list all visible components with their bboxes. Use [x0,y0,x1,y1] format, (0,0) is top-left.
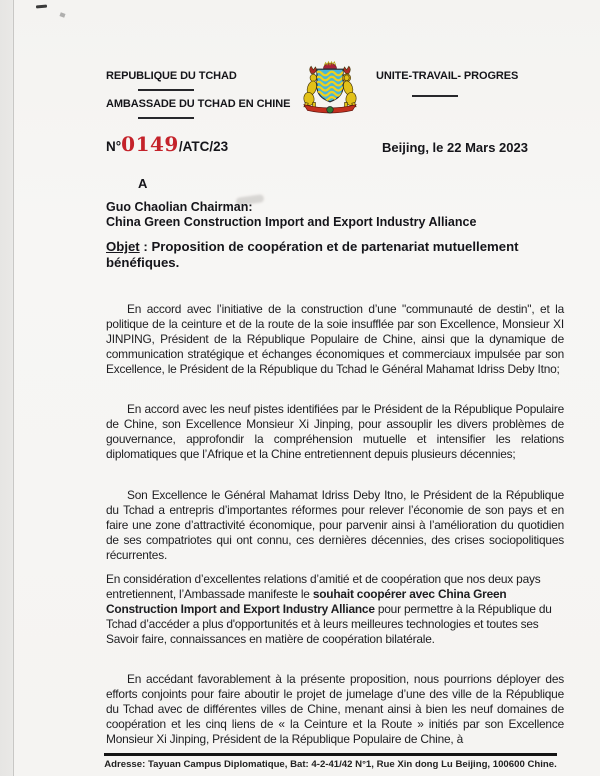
addressee-organization: China Green Construction Import and Export Industry Alliance [106,215,477,229]
body-paragraph-3: Son Excellence le Général Mahamat Idriss Deby Itno, le Président de la République du Tchad a entrepris d’importantes réformes pour relever l’économie de son pays et en faire une zone d’attractivité économique, pour parvenir ainsi à l’amélioration du quotidien de ses compatriotes qui ont connu, ces dernières décennies, des crises sociopolitiques récurrentes. [106,488,564,562]
reference-digits: 0149 [121,132,179,156]
scan-artifact [59,12,65,17]
dateline: Beijing, le 22 Mars 2023 [382,140,528,155]
subject-separator: : [139,239,152,254]
divider [412,95,458,97]
footer-divider [104,753,557,756]
addressee-name: Guo Chaolian Chairman: [106,200,253,214]
body-paragraph-2: En accord avec les neuf pistes identifiées par le Président de la République Populaire de Chine, son Excellence Monsieur Xi Jinping, pour assouplir les divers problèmes de gouvernance, approfondir la compréhension mutuelle et intensifier les relations diplomatiques que l’Afrique et la Chine entretiennent depuis plusieurs décennies; [106,402,564,461]
lion-supporter [342,66,357,107]
medal [327,106,334,113]
body-paragraph-1: En accord avec l’initiative de la construction d’une "communauté de destin", et la politique de la ceinture et de la route de la soie insufflée par son Excellence, Monsieur XI JINPING, Président de la République Populaire de Chine, ainsi que la dynamique de communication stratégique et échanges économiques et commerciaux impulsée par son Excellence, le Président de la République du Tchad le Général Mahamat Idriss Deby Itno; [106,302,564,376]
letter-page [13,0,600,776]
reference-number [106,134,228,154]
subject-line [106,239,568,271]
subject-text: Proposition de coopération et de partenariat mutuellement bénéfiques. [106,239,519,270]
reference-prefix: N° [106,139,122,154]
divider [138,89,194,91]
country-name: REPUBLIQUE DU TCHAD [106,70,237,82]
addressee-to: A [138,176,148,191]
scan-artifact [36,5,47,9]
body-paragraph-4 [106,572,564,647]
reference-suffix: /ATC/23 [178,139,229,154]
footer-address: Adresse: Tayuan Campus Diplomatique, Bat: 4-2-41/42 N°1, Rue Xin dong Lu Beijing, 100600 Chine. [104,759,557,770]
paragraph-4-bold-text: souhait coopérer avec China Green Construction Import and Export Industry Alliance [106,587,507,616]
body-paragraph-5: En accédant favorablement à la présente proposition, nous pourrions déployer des efforts conjoints pour faire aboutir le projet de jumelage d’une des ville de la République du Tchad avec de différentes villes de Chine, menant ainsi à bien les neuf domaines de coopération et les cinq liens de « la Ceinture et la Route » initiés par son Excellence Monsieur Xi Jinping, Président de la République Populaire de Chine, à [106,672,564,746]
chad-coat-of-arms-icon [293,59,367,117]
subject-label: Objet [106,239,140,254]
paragraph-4-text: pour permettre à la République du Tchad d’accéder a plus d'opportunités et à leurs meilleures technologies et toutes ses Savoir faire, connaissances en matière de coopération bilatérale. [106,602,552,646]
divider [138,117,194,119]
paragraph-4-text: En considération d’excellentes relations d’amitié et de coopération que nos deux pays entretiennent, l’Ambassade manifeste le [106,572,541,601]
national-motto: UNITE-TRAVAIL- PROGRES [376,70,519,82]
embassy-name: AMBASSADE DU TCHAD EN CHINE [106,98,291,110]
goat-supporter [303,66,318,107]
